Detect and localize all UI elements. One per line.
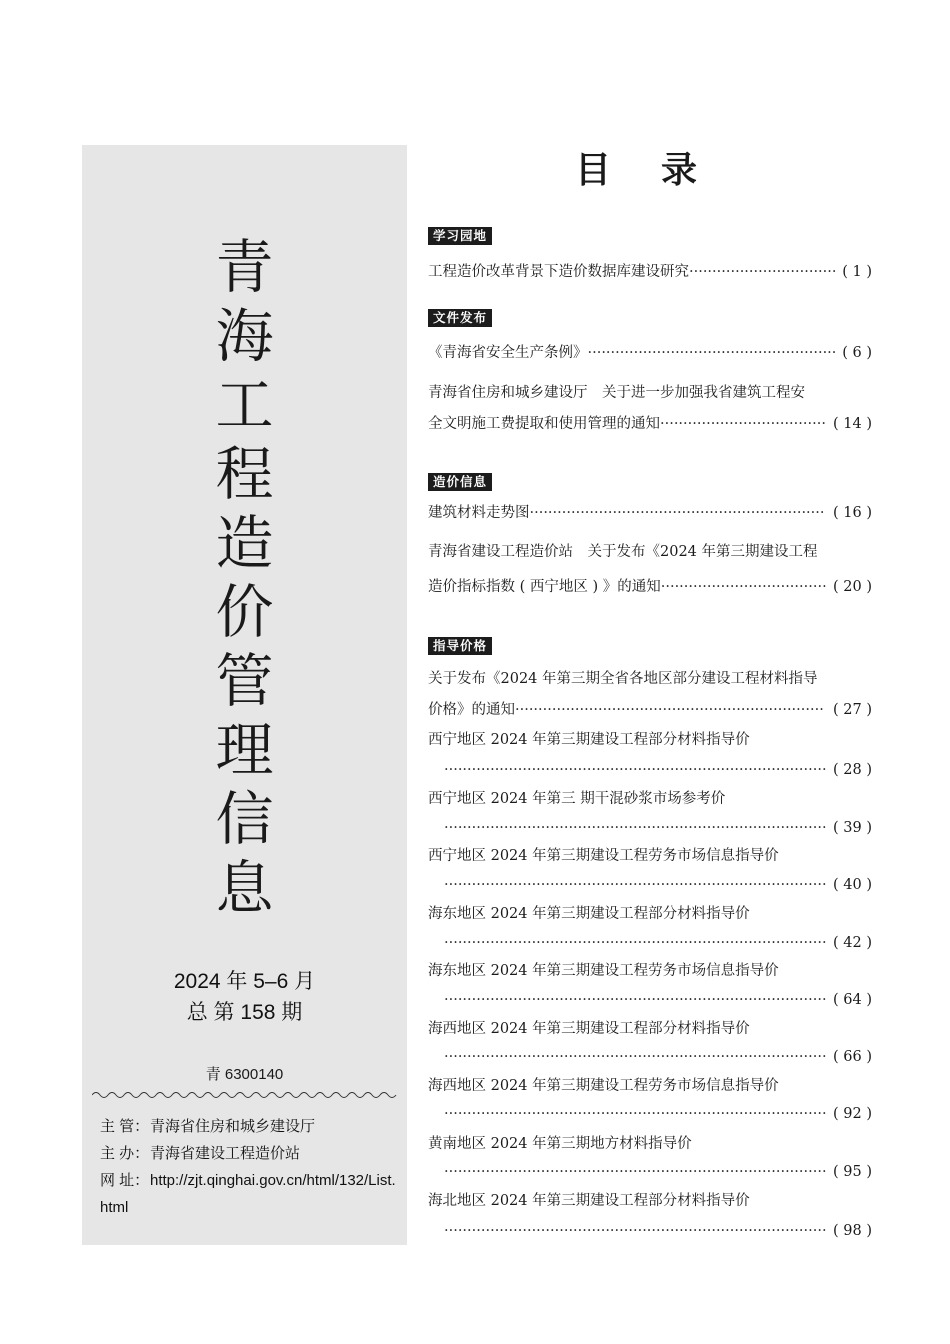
title-char: 海 bbox=[215, 302, 274, 370]
toc-entry[interactable] bbox=[428, 789, 872, 809]
toc-entry-continued[interactable] bbox=[428, 414, 872, 434]
toc-entry-title-line2: 全文明施工费提取和使用管理的通知 bbox=[428, 416, 660, 432]
toc-page-number: ( 42 ) bbox=[833, 935, 872, 951]
toc-page-number: ( 98 ) bbox=[833, 1223, 872, 1239]
leader-dots: ··················································································· bbox=[444, 1049, 827, 1065]
sponsor-row bbox=[100, 1140, 400, 1167]
leader-dots: ···································· bbox=[660, 416, 826, 432]
title-char: 工 bbox=[215, 371, 274, 439]
toc-entry[interactable] bbox=[428, 1134, 872, 1154]
toc-page-number: ( 1 ) bbox=[842, 264, 872, 280]
title-char: 管 bbox=[215, 647, 274, 715]
toc-entry-title: 西宁地区 2024 年第三期建设工程劳务市场信息指导价 bbox=[428, 848, 779, 864]
leader-dots: ··················································································· bbox=[444, 1106, 827, 1122]
toc-entry[interactable] bbox=[428, 383, 872, 403]
toc-entry[interactable] bbox=[428, 1076, 872, 1096]
leader-dots: ··················································································· bbox=[444, 762, 827, 778]
toc-entry-leader[interactable] bbox=[444, 760, 872, 780]
toc-entry[interactable] bbox=[428, 904, 872, 924]
leader-dots: ··················································································· bbox=[444, 992, 827, 1008]
toc-entry-title-line2: 价格》的通知 bbox=[428, 702, 515, 718]
leader-dots: ··················································································· bbox=[444, 820, 827, 836]
toc-page-number: ( 27 ) bbox=[833, 702, 872, 718]
toc-entry-leader[interactable] bbox=[444, 1221, 872, 1241]
issue-number: 总 第 158 期 bbox=[186, 1001, 303, 1024]
toc-entry[interactable] bbox=[428, 1019, 872, 1039]
magazine-title bbox=[82, 233, 407, 923]
toc-page-number: ( 66 ) bbox=[833, 1049, 872, 1065]
supervisor-label: 主 管： bbox=[100, 1118, 150, 1135]
toc-entry-title: 《青海省安全生产条例》 bbox=[428, 345, 588, 361]
toc-entry-leader[interactable] bbox=[444, 933, 872, 953]
toc-page-number: ( 6 ) bbox=[842, 345, 872, 361]
supervisor-value: 青海省住房和城乡建设厅 bbox=[150, 1118, 316, 1135]
supervisor-row bbox=[100, 1113, 400, 1140]
title-char: 造 bbox=[215, 509, 274, 577]
toc-entry[interactable] bbox=[428, 542, 872, 562]
leader-dots: ··················································································· bbox=[444, 877, 827, 893]
title-char: 青 bbox=[215, 233, 274, 301]
toc-entry-leader[interactable] bbox=[444, 1104, 872, 1124]
leader-dots: ································································ bbox=[529, 505, 825, 521]
toc-entry-title: 关于发布《2024 年第三期全省各地区部分建设工程材料指导 bbox=[428, 671, 818, 687]
publisher-info bbox=[100, 1113, 400, 1221]
section-label-guide-prices: 指导价格 bbox=[428, 637, 492, 655]
toc-entry-leader[interactable] bbox=[444, 875, 872, 895]
leader-dots: ································ bbox=[689, 264, 837, 280]
section-label-study: 学习园地 bbox=[428, 227, 492, 245]
toc-entry-title: 海东地区 2024 年第三期建设工程劳务市场信息指导价 bbox=[428, 963, 779, 979]
toc-page-number: ( 39 ) bbox=[833, 820, 872, 836]
title-char: 价 bbox=[215, 578, 274, 646]
toc-entry-continued[interactable] bbox=[428, 577, 872, 597]
title-char: 程 bbox=[215, 440, 274, 508]
toc-page-number: ( 95 ) bbox=[833, 1164, 872, 1180]
toc-title: 目录 bbox=[575, 150, 748, 191]
leader-dots: ······················································ bbox=[587, 345, 837, 361]
sponsor-value: 青海省建设工程造价站 bbox=[150, 1145, 301, 1162]
issue-date: 2024 年 5–6 月 bbox=[173, 970, 316, 993]
toc-page-number: ( 14 ) bbox=[833, 416, 872, 432]
toc-entry[interactable] bbox=[428, 730, 872, 750]
leader-dots: ··················································································· bbox=[444, 1164, 827, 1180]
leader-dots: ··················································································· bbox=[444, 1223, 827, 1239]
toc-entry-title: 海西地区 2024 年第三期建设工程劳务市场信息指导价 bbox=[428, 1078, 779, 1094]
toc-entry-title: 西宁地区 2024 年第三期建设工程部分材料指导价 bbox=[428, 732, 750, 748]
toc-entry-title: 建筑材料走势图 bbox=[428, 505, 530, 521]
toc-page-number: ( 28 ) bbox=[833, 762, 872, 778]
wave-divider bbox=[92, 1089, 397, 1101]
toc-entry-title: 海东地区 2024 年第三期建设工程部分材料指导价 bbox=[428, 906, 750, 922]
toc-entry-title: 海北地区 2024 年第三期建设工程部分材料指导价 bbox=[428, 1193, 750, 1209]
toc-page-number: ( 92 ) bbox=[833, 1106, 872, 1122]
title-char: 理 bbox=[215, 716, 274, 784]
toc-entry[interactable] bbox=[428, 961, 872, 981]
toc-entry-continued[interactable] bbox=[428, 700, 872, 720]
toc-entry-title: 青海省住房和城乡建设厅 关于进一步加强我省建筑工程安 bbox=[428, 385, 805, 401]
issn-number: 青 6300140 bbox=[205, 1066, 284, 1083]
website-label: 网 址： bbox=[100, 1172, 150, 1189]
sponsor-label: 主 办： bbox=[100, 1145, 150, 1162]
toc-entry[interactable] bbox=[428, 846, 872, 866]
leader-dots: ··································································· bbox=[515, 702, 824, 718]
toc-entry-leader[interactable] bbox=[444, 1047, 872, 1067]
toc-entry-title: 西宁地区 2024 年第三 期干混砂浆市场参考价 bbox=[428, 791, 726, 807]
website-link[interactable]: http://zjt.qinghai.gov.cn/html/132/List.html bbox=[100, 1172, 396, 1216]
website-row bbox=[100, 1167, 400, 1221]
toc-entry-title: 青海省建设工程造价站 关于发布《2024 年第三期建设工程 bbox=[428, 544, 818, 560]
section-label-documents: 文件发布 bbox=[428, 309, 492, 327]
toc-entry-leader[interactable] bbox=[444, 818, 872, 838]
toc-entry-leader[interactable] bbox=[444, 1162, 872, 1182]
toc-entry[interactable] bbox=[428, 503, 872, 523]
toc-entry[interactable] bbox=[428, 343, 872, 363]
toc-entry-leader[interactable] bbox=[444, 990, 872, 1010]
section-label-cost-info: 造价信息 bbox=[428, 473, 492, 491]
toc-entry-title-line2: 造价指标指数 ( 西宁地区 ) 》的通知 bbox=[428, 579, 661, 595]
toc-entry-title: 海西地区 2024 年第三期建设工程部分材料指导价 bbox=[428, 1021, 750, 1037]
toc-page-number: ( 40 ) bbox=[833, 877, 872, 893]
toc-page-number: ( 20 ) bbox=[833, 579, 872, 595]
toc-entry[interactable] bbox=[428, 262, 872, 282]
toc-entry[interactable] bbox=[428, 669, 872, 689]
cover-side-panel bbox=[82, 145, 407, 1245]
toc-entry-title: 黄南地区 2024 年第三期地方材料指导价 bbox=[428, 1136, 692, 1152]
toc-entry-title: 工程造价改革背景下造价数据库建设研究 bbox=[428, 264, 689, 280]
leader-dots: ··················································································· bbox=[444, 935, 827, 951]
title-char: 信 bbox=[215, 785, 274, 853]
title-char: 息 bbox=[215, 854, 274, 922]
toc-page-number: ( 16 ) bbox=[833, 505, 872, 521]
leader-dots: ···································· bbox=[660, 579, 827, 595]
toc-page-number: ( 64 ) bbox=[833, 992, 872, 1008]
toc-entry[interactable] bbox=[428, 1191, 872, 1211]
